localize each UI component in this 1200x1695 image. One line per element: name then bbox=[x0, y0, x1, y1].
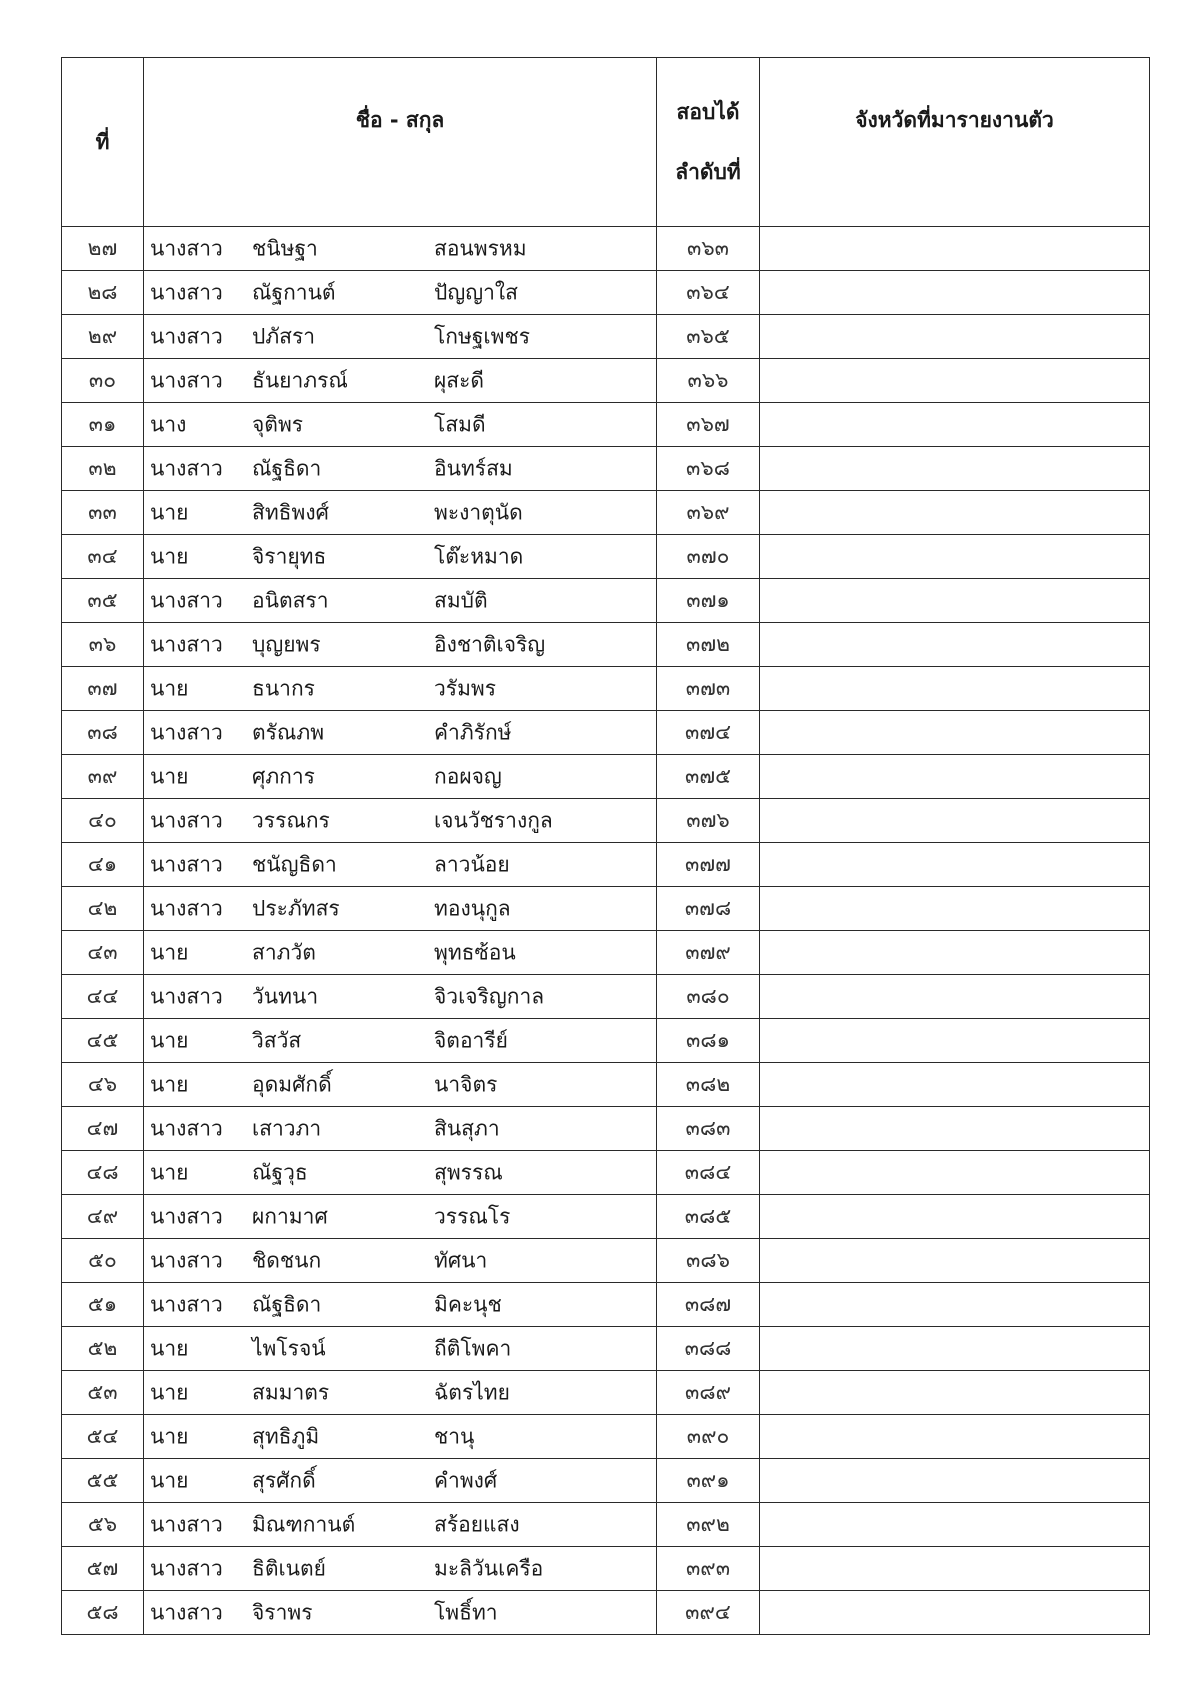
header-rank-line2: ลำดับที่ bbox=[675, 160, 741, 184]
table-row bbox=[62, 1327, 1150, 1371]
row-first-name: ชนัญธิดา bbox=[252, 852, 337, 876]
row-full-name bbox=[144, 1415, 657, 1459]
row-exam-rank: ๓๖๓ bbox=[657, 227, 760, 271]
row-exam-rank: ๓๘๖ bbox=[657, 1239, 760, 1283]
table-row bbox=[62, 1371, 1150, 1415]
row-number: ๓๘ bbox=[62, 711, 144, 755]
header-rank-line1: สอบได้ bbox=[676, 100, 740, 124]
table-row bbox=[62, 843, 1150, 887]
row-province bbox=[760, 843, 1150, 887]
row-first-name: ธนากร bbox=[252, 676, 315, 700]
row-full-name bbox=[144, 579, 657, 623]
table-row bbox=[62, 711, 1150, 755]
row-last-name: จิวเจริญกาล bbox=[434, 984, 545, 1008]
table-row bbox=[62, 1151, 1150, 1195]
row-exam-rank: ๓๖๗ bbox=[657, 403, 760, 447]
row-exam-rank: ๓๖๖ bbox=[657, 359, 760, 403]
row-full-name bbox=[144, 799, 657, 843]
row-province bbox=[760, 535, 1150, 579]
row-title: นางสาว bbox=[150, 1116, 223, 1140]
row-last-name: พะงาตุนัด bbox=[434, 500, 523, 524]
row-number: ๓๙ bbox=[62, 755, 144, 799]
row-full-name bbox=[144, 1327, 657, 1371]
row-first-name: บุญยพร bbox=[252, 632, 321, 656]
row-full-name bbox=[144, 1063, 657, 1107]
row-first-name: สาภวัต bbox=[252, 940, 316, 964]
row-first-name: ไพโรจน์ bbox=[252, 1336, 326, 1360]
row-last-name: โต๊ะหมาด bbox=[434, 544, 524, 568]
row-first-name: ประภัทสร bbox=[252, 896, 340, 920]
row-full-name bbox=[144, 975, 657, 1019]
row-first-name: สุทธิภูมิ bbox=[252, 1424, 320, 1448]
row-last-name: สินสุภา bbox=[434, 1116, 500, 1140]
header-no: ที่ bbox=[62, 58, 144, 227]
row-first-name: ธันยาภรณ์ bbox=[252, 368, 348, 392]
row-full-name bbox=[144, 271, 657, 315]
row-full-name bbox=[144, 359, 657, 403]
row-number: ๔๒ bbox=[62, 887, 144, 931]
row-full-name bbox=[144, 711, 657, 755]
row-province bbox=[760, 667, 1150, 711]
row-title: นางสาว bbox=[150, 456, 223, 480]
row-last-name: สมบัติ bbox=[434, 588, 488, 612]
row-province bbox=[760, 1151, 1150, 1195]
row-last-name: โพธิ์ทา bbox=[434, 1600, 498, 1624]
row-exam-rank: ๓๗๓ bbox=[657, 667, 760, 711]
row-number: ๕๕ bbox=[62, 1459, 144, 1503]
row-first-name: ณัฐวุธ bbox=[252, 1160, 308, 1184]
row-first-name: ณัฐธิดา bbox=[252, 1292, 322, 1316]
table-row bbox=[62, 1503, 1150, 1547]
table-header bbox=[62, 58, 1150, 227]
row-first-name: สิทธิพงศ์ bbox=[252, 500, 329, 524]
row-first-name: เสาวภา bbox=[252, 1116, 322, 1140]
row-province bbox=[760, 1107, 1150, 1151]
row-number: ๓๓ bbox=[62, 491, 144, 535]
row-last-name: นาจิตร bbox=[434, 1072, 498, 1096]
row-first-name: สุรศักดิ์ bbox=[252, 1468, 316, 1492]
row-province bbox=[760, 1371, 1150, 1415]
table-row bbox=[62, 1415, 1150, 1459]
row-province bbox=[760, 623, 1150, 667]
row-province bbox=[760, 1239, 1150, 1283]
table-row bbox=[62, 535, 1150, 579]
row-full-name bbox=[144, 1151, 657, 1195]
row-last-name: คำพงศ์ bbox=[434, 1468, 498, 1492]
row-number: ๕๑ bbox=[62, 1283, 144, 1327]
row-number: ๕๗ bbox=[62, 1547, 144, 1591]
row-title: นางสาว bbox=[150, 632, 223, 656]
table-body bbox=[62, 227, 1150, 1635]
row-full-name bbox=[144, 447, 657, 491]
row-province bbox=[760, 887, 1150, 931]
row-title: นางสาว bbox=[150, 984, 223, 1008]
row-exam-rank: ๓๖๙ bbox=[657, 491, 760, 535]
row-exam-rank: ๓๗๗ bbox=[657, 843, 760, 887]
row-last-name: โกษฐเพชร bbox=[434, 324, 530, 348]
row-title: นางสาว bbox=[150, 588, 223, 612]
row-full-name bbox=[144, 403, 657, 447]
row-last-name: ผุสะดี bbox=[434, 368, 485, 392]
table-row bbox=[62, 667, 1150, 711]
row-title: นางสาว bbox=[150, 1204, 223, 1228]
row-first-name: อุดมศักดิ์ bbox=[252, 1072, 332, 1096]
row-full-name bbox=[144, 535, 657, 579]
row-exam-rank: ๓๗๘ bbox=[657, 887, 760, 931]
table-row bbox=[62, 623, 1150, 667]
row-title: นางสาว bbox=[150, 324, 223, 348]
row-title: นางสาว bbox=[150, 720, 223, 744]
row-exam-rank: ๓๗๕ bbox=[657, 755, 760, 799]
row-province bbox=[760, 1503, 1150, 1547]
row-first-name: วันทนา bbox=[252, 984, 319, 1008]
row-title: นางสาว bbox=[150, 236, 223, 260]
row-first-name: ณัฐธิดา bbox=[252, 456, 322, 480]
table-row bbox=[62, 1591, 1150, 1635]
row-number: ๔๑ bbox=[62, 843, 144, 887]
row-title: นางสาว bbox=[150, 852, 223, 876]
row-last-name: วรรณโร bbox=[434, 1204, 511, 1228]
row-title: นางสาว bbox=[150, 1600, 223, 1624]
row-full-name bbox=[144, 1371, 657, 1415]
roster-table bbox=[61, 57, 1150, 1635]
row-province bbox=[760, 1195, 1150, 1239]
row-first-name: ผกามาศ bbox=[252, 1204, 328, 1228]
row-province bbox=[760, 975, 1150, 1019]
row-last-name: จิตอารีย์ bbox=[434, 1028, 508, 1052]
table-row bbox=[62, 1195, 1150, 1239]
table-row bbox=[62, 799, 1150, 843]
row-full-name bbox=[144, 315, 657, 359]
row-title: นาย bbox=[150, 676, 189, 700]
row-province bbox=[760, 447, 1150, 491]
row-number: ๕๔ bbox=[62, 1415, 144, 1459]
row-last-name: คำภิรักษ์ bbox=[434, 720, 512, 744]
table-row bbox=[62, 271, 1150, 315]
row-province bbox=[760, 1019, 1150, 1063]
row-last-name: ลาวน้อย bbox=[434, 852, 510, 876]
row-last-name: วรัมพร bbox=[434, 676, 497, 700]
row-number: ๔๖ bbox=[62, 1063, 144, 1107]
table-row bbox=[62, 755, 1150, 799]
row-title: นาย bbox=[150, 1336, 189, 1360]
row-number: ๔๘ bbox=[62, 1151, 144, 1195]
table-row bbox=[62, 1107, 1150, 1151]
row-number: ๒๙ bbox=[62, 315, 144, 359]
row-title: นาย bbox=[150, 1160, 189, 1184]
row-last-name: อิงชาติเจริญ bbox=[434, 632, 546, 656]
row-exam-rank: ๓๖๘ bbox=[657, 447, 760, 491]
row-title: นางสาว bbox=[150, 280, 223, 304]
row-first-name: ชิดชนก bbox=[252, 1248, 322, 1272]
row-exam-rank: ๓๘๐ bbox=[657, 975, 760, 1019]
row-title: นาง bbox=[150, 412, 187, 436]
row-province bbox=[760, 1327, 1150, 1371]
row-number: ๔๗ bbox=[62, 1107, 144, 1151]
row-province bbox=[760, 1415, 1150, 1459]
table-row bbox=[62, 975, 1150, 1019]
table-row bbox=[62, 315, 1150, 359]
row-exam-rank: ๓๗๑ bbox=[657, 579, 760, 623]
row-exam-rank: ๓๗๖ bbox=[657, 799, 760, 843]
row-exam-rank: ๓๘๔ bbox=[657, 1151, 760, 1195]
row-title: นาย bbox=[150, 1072, 189, 1096]
row-province bbox=[760, 1283, 1150, 1327]
row-exam-rank: ๓๙๒ bbox=[657, 1503, 760, 1547]
row-last-name: เจนวัชรางกูล bbox=[434, 808, 553, 832]
row-full-name bbox=[144, 1591, 657, 1635]
table-row bbox=[62, 579, 1150, 623]
row-title: นางสาว bbox=[150, 1248, 223, 1272]
row-full-name bbox=[144, 1019, 657, 1063]
row-full-name bbox=[144, 1503, 657, 1547]
row-title: นางสาว bbox=[150, 368, 223, 392]
table-row bbox=[62, 1547, 1150, 1591]
row-number: ๔๔ bbox=[62, 975, 144, 1019]
row-full-name bbox=[144, 1459, 657, 1503]
row-province bbox=[760, 711, 1150, 755]
row-exam-rank: ๓๙๔ bbox=[657, 1591, 760, 1635]
row-exam-rank: ๓๙๓ bbox=[657, 1547, 760, 1591]
table-row bbox=[62, 447, 1150, 491]
row-number: ๔๙ bbox=[62, 1195, 144, 1239]
row-full-name bbox=[144, 1283, 657, 1327]
row-first-name: วรรณกร bbox=[252, 808, 330, 832]
row-number: ๔๕ bbox=[62, 1019, 144, 1063]
row-full-name bbox=[144, 755, 657, 799]
row-title: นาย bbox=[150, 544, 189, 568]
row-province bbox=[760, 359, 1150, 403]
row-last-name: ฉัตรไทย bbox=[434, 1380, 510, 1404]
row-number: ๓๑ bbox=[62, 403, 144, 447]
table-row bbox=[62, 1239, 1150, 1283]
row-exam-rank: ๓๙๑ bbox=[657, 1459, 760, 1503]
row-province bbox=[760, 579, 1150, 623]
row-last-name: สร้อยแสง bbox=[434, 1512, 520, 1536]
row-number: ๓๒ bbox=[62, 447, 144, 491]
row-first-name: ศุภการ bbox=[252, 764, 315, 788]
row-last-name: พุทธซ้อน bbox=[434, 940, 516, 964]
row-number: ๕๓ bbox=[62, 1371, 144, 1415]
row-exam-rank: ๓๖๔ bbox=[657, 271, 760, 315]
row-last-name: มิคะนุช bbox=[434, 1292, 502, 1316]
table-row bbox=[62, 931, 1150, 975]
row-title: นาย bbox=[150, 764, 189, 788]
row-last-name: อินทร์สม bbox=[434, 456, 513, 480]
row-exam-rank: ๓๖๕ bbox=[657, 315, 760, 359]
table-row bbox=[62, 403, 1150, 447]
row-exam-rank: ๓๙๐ bbox=[657, 1415, 760, 1459]
row-full-name bbox=[144, 931, 657, 975]
row-exam-rank: ๓๗๒ bbox=[657, 623, 760, 667]
row-last-name: ถีติโพคา bbox=[434, 1336, 512, 1360]
row-exam-rank: ๓๘๒ bbox=[657, 1063, 760, 1107]
row-number: ๔๓ bbox=[62, 931, 144, 975]
row-title: นาย bbox=[150, 940, 189, 964]
row-full-name bbox=[144, 1547, 657, 1591]
row-number: ๕๒ bbox=[62, 1327, 144, 1371]
row-title: นางสาว bbox=[150, 1512, 223, 1536]
table-row bbox=[62, 359, 1150, 403]
row-number: ๓๐ bbox=[62, 359, 144, 403]
header-rank bbox=[657, 58, 760, 227]
row-first-name: ชนิษฐา bbox=[252, 236, 318, 260]
row-province bbox=[760, 931, 1150, 975]
row-last-name: มะลิวันเครือ bbox=[434, 1556, 544, 1580]
row-first-name: สมมาตร bbox=[252, 1380, 330, 1404]
row-last-name: โสมดี bbox=[434, 412, 486, 436]
table-row bbox=[62, 1283, 1150, 1327]
header-name: ชื่อ - สกุล bbox=[144, 58, 657, 227]
row-first-name: ณัฐกานต์ bbox=[252, 280, 336, 304]
row-province bbox=[760, 1459, 1150, 1503]
row-province bbox=[760, 271, 1150, 315]
row-first-name: จิราพร bbox=[252, 1600, 313, 1624]
row-full-name bbox=[144, 1195, 657, 1239]
row-number: ๒๘ bbox=[62, 271, 144, 315]
row-number: ๕๐ bbox=[62, 1239, 144, 1283]
row-exam-rank: ๓๗๔ bbox=[657, 711, 760, 755]
row-exam-rank: ๓๘๕ bbox=[657, 1195, 760, 1239]
row-number: ๓๗ bbox=[62, 667, 144, 711]
row-province bbox=[760, 227, 1150, 271]
row-province bbox=[760, 1063, 1150, 1107]
row-first-name: ปภัสรา bbox=[252, 324, 316, 348]
row-number: ๒๗ bbox=[62, 227, 144, 271]
row-number: ๔๐ bbox=[62, 799, 144, 843]
row-number: ๓๖ bbox=[62, 623, 144, 667]
row-province bbox=[760, 1591, 1150, 1635]
row-number: ๕๘ bbox=[62, 1591, 144, 1635]
row-full-name bbox=[144, 887, 657, 931]
row-title: นาย bbox=[150, 1380, 189, 1404]
row-full-name bbox=[144, 227, 657, 271]
row-number: ๓๕ bbox=[62, 579, 144, 623]
row-province bbox=[760, 755, 1150, 799]
row-number: ๕๖ bbox=[62, 1503, 144, 1547]
row-last-name: ทัศนา bbox=[434, 1248, 488, 1272]
row-first-name: มิณฑกานต์ bbox=[252, 1512, 356, 1536]
row-full-name bbox=[144, 491, 657, 535]
row-full-name bbox=[144, 623, 657, 667]
table-row bbox=[62, 887, 1150, 931]
row-exam-rank: ๓๘๘ bbox=[657, 1327, 760, 1371]
row-full-name bbox=[144, 1239, 657, 1283]
row-title: นาย bbox=[150, 500, 189, 524]
row-exam-rank: ๓๗๙ bbox=[657, 931, 760, 975]
row-province bbox=[760, 315, 1150, 359]
row-last-name: ปัญญาใส bbox=[434, 280, 518, 304]
header-province: จังหวัดที่มารายงานตัว bbox=[760, 58, 1150, 227]
table-row bbox=[62, 227, 1150, 271]
row-first-name: วิสวัส bbox=[252, 1028, 302, 1052]
table-row bbox=[62, 1019, 1150, 1063]
table-row bbox=[62, 1459, 1150, 1503]
row-last-name: สอนพรหม bbox=[434, 236, 527, 260]
table-row bbox=[62, 491, 1150, 535]
row-last-name: ทองนุกูล bbox=[434, 896, 511, 920]
row-first-name: ธิติเนตย์ bbox=[252, 1556, 326, 1580]
row-first-name: ตรัณภพ bbox=[252, 720, 325, 744]
row-exam-rank: ๓๗๐ bbox=[657, 535, 760, 579]
row-title: นาย bbox=[150, 1028, 189, 1052]
row-province bbox=[760, 491, 1150, 535]
row-last-name: สุพรรณ bbox=[434, 1160, 503, 1184]
row-full-name bbox=[144, 843, 657, 887]
row-province bbox=[760, 799, 1150, 843]
row-first-name: อนิตสรา bbox=[252, 588, 329, 612]
row-exam-rank: ๓๘๙ bbox=[657, 1371, 760, 1415]
row-province bbox=[760, 1547, 1150, 1591]
row-title: นางสาว bbox=[150, 1292, 223, 1316]
row-title: นางสาว bbox=[150, 1556, 223, 1580]
row-title: นาย bbox=[150, 1424, 189, 1448]
row-first-name: จิรายุทธ bbox=[252, 544, 327, 568]
row-last-name: ชานุ bbox=[434, 1424, 475, 1448]
row-title: นาย bbox=[150, 1468, 189, 1492]
row-first-name: จุติพร bbox=[252, 412, 304, 436]
row-province bbox=[760, 403, 1150, 447]
row-exam-rank: ๓๘๓ bbox=[657, 1107, 760, 1151]
row-full-name bbox=[144, 1107, 657, 1151]
row-exam-rank: ๓๘๗ bbox=[657, 1283, 760, 1327]
row-number: ๓๔ bbox=[62, 535, 144, 579]
table-row bbox=[62, 1063, 1150, 1107]
row-title: นางสาว bbox=[150, 808, 223, 832]
row-last-name: กอผจญ bbox=[434, 764, 502, 788]
row-title: นางสาว bbox=[150, 896, 223, 920]
row-exam-rank: ๓๘๑ bbox=[657, 1019, 760, 1063]
row-full-name bbox=[144, 667, 657, 711]
